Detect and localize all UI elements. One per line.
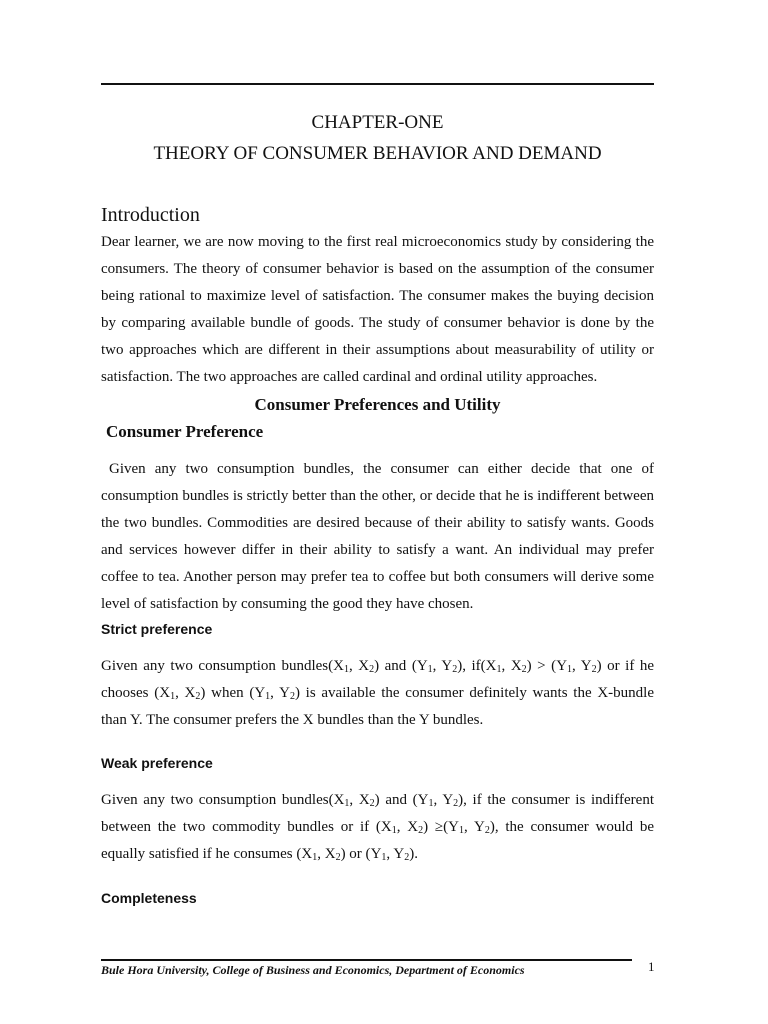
strict-preference-text: Given any two consumption $bundles(X_1$, $X_2$) and ($Y_1$, $Y_2$), $if(X_1$, $X_2) > (Y_1$, $Y_2$) or if he chooses ($X_1$, $X_2$) when ($Y_1$, $Y_2$) is available the consumer definitely wants the X-bundle than Y. The consumer prefers the X bundles than the Y bundles. bbox=[101, 658, 655, 728]
weak-preference-heading: Weak preference bbox=[101, 755, 213, 771]
preference-paragraph bbox=[101, 456, 654, 618]
chapter-title: THEORY OF CONSUMER BEHAVIOR AND DEMAND bbox=[153, 143, 602, 164]
weak-preference-paragraph bbox=[101, 787, 654, 868]
weak-preference-text: Given any two consumption $bundles(X_1$, $X_2$) and ($Y_1$, $Y_2$), if the consumer is indifferent between the two commodity bundles or if ($X_1$, $X_2) \ge(Y_1$, $Y_2$), the consumer would be equally satisfied if he consumes ($X_1$, $X_2$) or ($Y_1$, $Y_2$). bbox=[101, 792, 654, 863]
chapter-label: CHAPTER-ONE bbox=[311, 112, 444, 133]
page-number: 1 bbox=[648, 959, 655, 974]
strict-preference-heading: Strict preference bbox=[101, 621, 213, 637]
strict-preference-paragraph bbox=[101, 653, 654, 734]
header-rule bbox=[101, 83, 654, 85]
preferences-heading: Consumer Preferences and Utility bbox=[254, 395, 501, 414]
footer-rule bbox=[101, 959, 632, 961]
introduction-heading: Introduction bbox=[101, 204, 200, 226]
introduction-text: Dear learner, we are now moving to the first real microeconomics study by considering the consumers. The theory of consumer behavior is based on the assumption of the consumer being rational to maximize level of satisfaction. The consumer makes the buying decision by comparing available bundle of goods. The study of consumer behavior is done by the two approaches which are different in their assumptions about measurability of utility or satisfaction. The two approaches are called cardinal and ordinal utility approaches. bbox=[101, 234, 654, 385]
preference-text: Given any two consumption bundles, the consumer can either decide that one of consumption bundles is strictly better than the other, or decide that he is indifferent between the two bundles. Commodities are desired because of their ability to satisfy wants. Goods and services however differ in their ability to satisfy a want. An individual may prefer coffee to tea. Another person may prefer tea to coffee but both consumers will derive some level of satisfaction by consuming the good they have chosen. bbox=[101, 461, 654, 612]
introduction-paragraph bbox=[101, 229, 654, 391]
consumer-preference-heading: Consumer Preference bbox=[106, 422, 264, 441]
footer-text: Bule Hora University, College of Business and Economics, Department of Economics bbox=[101, 963, 525, 977]
completeness-heading: Completeness bbox=[101, 890, 197, 906]
